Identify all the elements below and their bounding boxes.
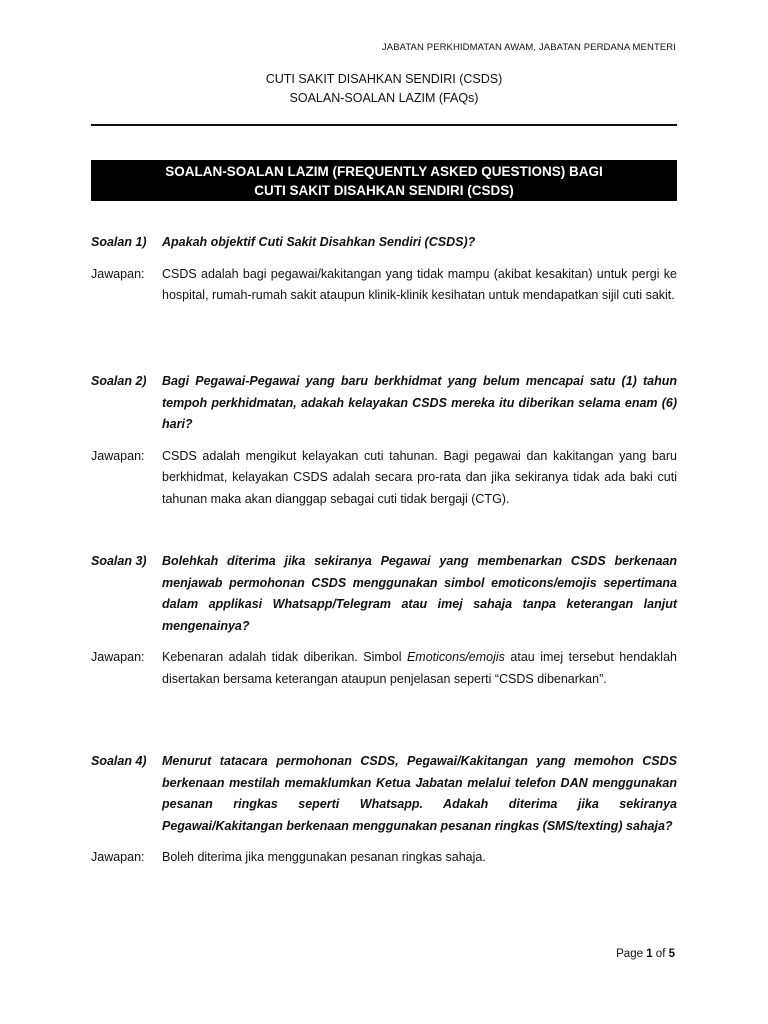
answer-text: Boleh diterima jika menggunakan pesanan ringkas sahaja. [162, 850, 486, 864]
page-total: 5 [668, 948, 675, 960]
banner-line-1: SOALAN-SOALAN LAZIM (FREQUENTLY ASKED QUESTIONS) BAGI [165, 164, 603, 179]
question-text: Apakah objektif Cuti Sakit Disahkan Sendiri (CSDS)? [162, 235, 476, 249]
of-word: of [655, 948, 666, 960]
answer-text [162, 647, 677, 690]
title-line-2: SOALAN-SOALAN LAZIM (FAQs) [289, 91, 479, 105]
question-label: Soalan 4) [91, 754, 147, 768]
answer-label: Jawapan: [91, 850, 145, 864]
question-label: Soalan 2) [91, 374, 147, 388]
answer-text-start: Kebenaran adalah tidak diberikan. Simbol [162, 650, 407, 664]
page-number [616, 948, 675, 960]
page-word: Page [616, 948, 643, 960]
section-banner [91, 160, 677, 201]
question-row [91, 371, 677, 436]
answer-label: Jawapan: [91, 266, 145, 281]
answer-row [91, 446, 677, 511]
answer-text-end: atau imej tersebut hendaklah disertakan bersama keterangan ataupun penjelasan seperti “CSDS dibenarkan”. [162, 650, 677, 686]
question-text: Menurut tatacara permohonan CSDS, Pegawai/Kakitangan yang memohon CSDS berkenaan mestilah memaklumkan Ketua Jabatan melalui telefon DAN menggunakan pesanan ringkas seperti Whatsapp. Adakah diterima jika sekiranya Pegawai/Kakitangan berkenaan menggunakan pesanan ringkas (SMS/texting) sahaja? [162, 754, 677, 833]
answer-label: Jawapan: [91, 650, 145, 664]
document-title [0, 70, 768, 108]
page-current: 1 [646, 948, 653, 960]
answer-row [91, 847, 677, 869]
question-label: Soalan 3) [91, 554, 147, 568]
answer-text-emphasis: Emoticons/emojis [406, 650, 505, 664]
faq-item-2 [91, 371, 677, 510]
answer-label: Jawapan: [91, 448, 145, 463]
faq-item-1 [91, 232, 677, 307]
question-row [91, 232, 677, 254]
question-label: Soalan 1) [91, 235, 147, 249]
faq-item-3 [91, 551, 677, 690]
answer-text: CSDS adalah mengikut kelayakan cuti tahunan. Bagi pegawai dan kakitangan yang baru berkhidmat, kelayakan CSDS adalah secara pro-rata dan jika sekiranya tidak ada baki cuti tahunan maka akan dianggap sebagai cuti tidak bergaji (CTG). [162, 448, 677, 506]
department-header: JABATAN PERKHIDMATAN AWAM, JABATAN PERDANA MENTERI [381, 42, 676, 53]
question-row [91, 551, 677, 637]
answer-text: CSDS adalah bagi pegawai/kakitangan yang tidak mampu (akibat kesakitan) untuk pergi ke hospital, rumah-rumah sakit ataupun klinik-klinik kesihatan untuk mendapatkan sijil cuti sakit. [162, 266, 677, 302]
answer-row [91, 647, 677, 690]
header-divider [91, 124, 677, 126]
faq-item-4 [91, 751, 677, 869]
answer-row [91, 264, 677, 307]
banner-line-2: CUTI SAKIT DISAHKAN SENDIRI (CSDS) [254, 183, 514, 198]
question-text: Bagi Pegawai-Pegawai yang baru berkhidmat yang belum mencapai satu (1) tahun tempoh perkhidmatan, adakah kelayakan CSDS mereka itu diberikan selama enam (6) hari? [162, 374, 677, 431]
title-line-1: CUTI SAKIT DISAHKAN SENDIRI (CSDS) [265, 72, 503, 86]
question-row [91, 751, 677, 837]
question-text: Bolehkah diterima jika sekiranya Pegawai yang membenarkan CSDS berkenaan menjawab permohonan CSDS menggunakan simbol emoticons/emojis sepertimana dalam applikasi Whatsapp/Telegram atau imej sahaja tanpa keterangan lanjut mengenainya? [162, 554, 677, 633]
